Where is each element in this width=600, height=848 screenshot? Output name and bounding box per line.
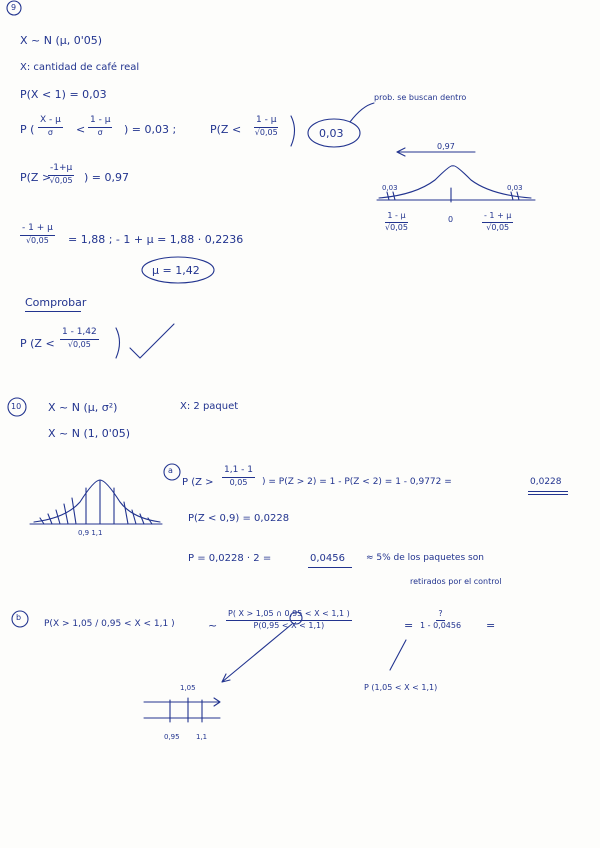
z-gt-prefix: P(Z > [20, 171, 52, 184]
center-zero: 0 [448, 215, 454, 224]
standardize-prefix: P ( [20, 123, 35, 136]
number-line-right-label: 1,1 [196, 733, 208, 741]
left-bound-fraction: $\frac{1 - \mu}{√0,05}$ [385, 211, 408, 232]
part-b-equals-1: = [404, 619, 414, 632]
number-line-left-label: 0,95 [164, 733, 180, 741]
part-a-line2: P(Z < 0,9) = 0,0228 [188, 513, 290, 524]
note-arrow [340, 100, 380, 130]
check-prefix: P (Z < [20, 337, 55, 350]
part-b-tilde: ~ [208, 619, 218, 632]
comprobar-label: Comprobar [25, 296, 87, 309]
z-gt-result: ) = 0,97 [84, 171, 129, 184]
standardize-fraction-1: $\frac{X - \mu}{\sigma}$ [40, 115, 61, 137]
part-a-prefix: P (Z > [182, 477, 214, 488]
part-a-line4: retirados por el control [410, 577, 502, 586]
problem-number: 9 [11, 3, 17, 12]
z-prefix: P(Z < [210, 123, 242, 136]
part-a-result: ) = P(Z > 2) = 1 - P(Z < 2) = 1 - 0,9772 = [262, 477, 452, 487]
eq-fraction: $\frac{- 1 + \mu}{√0,05}$ [22, 223, 53, 245]
part-a-line3-value: 0,0456 [310, 553, 345, 564]
part-b-label: b [16, 613, 22, 622]
part-a-fraction: $\frac{1,1 - 1}{0,05}$ [224, 465, 254, 487]
number-line-top-label: 1,05 [180, 684, 196, 692]
arrow-label: 0,97 [437, 142, 455, 151]
distribution-line-1: X ~ N (μ, σ²) [48, 401, 118, 414]
note-buscan: prob. se buscan dentro [374, 93, 467, 102]
z-fraction: $\frac{1 - \mu}{√0,05}$ [254, 115, 278, 137]
part-b-equals-2: = [486, 619, 496, 632]
standardize-result: ) = 0,03 ; [124, 123, 177, 136]
part-b-fraction-2: ? 1 - 0,0456 [420, 609, 462, 630]
part-a-label: a [168, 466, 173, 475]
right-bound-fraction: $\frac{- 1 + \mu}{√0,05}$ [484, 211, 512, 232]
part-a-line3-suffix: ≈ 5% de los paquetes son [366, 553, 484, 563]
z-result: 0,03 [319, 127, 344, 140]
closing-paren [288, 114, 300, 148]
distribution-line: X ~ N (μ, 0'05) [20, 34, 103, 47]
number-line [140, 690, 240, 730]
check-fraction: $\frac{1 - 1,42}{√0,05}$ [62, 327, 97, 349]
z-gt-fraction: $\frac{-1+\mu}{√0,05}$ [49, 163, 73, 185]
mu-result: μ = 1,42 [152, 264, 200, 277]
part-b-note: P (1,05 < X < 1,1) [364, 683, 438, 692]
standardize-fraction-2: $\frac{1 - \mu}{\sigma}$ [90, 115, 111, 137]
graph-10a-labels: 0,9 1,1 [78, 529, 103, 537]
part-a-value: 0,0228 [530, 477, 562, 487]
variable-definition: X: 2 paquet [180, 401, 239, 412]
left-tail-label: 0,03 [382, 184, 398, 192]
standardize-lt: < [76, 123, 86, 136]
problem-number: 10 [11, 402, 22, 411]
distribution-line-2: X ~ N (1, 0'05) [48, 427, 131, 440]
checkmark-icon [128, 322, 178, 362]
part-b-annotation-lines [200, 610, 430, 690]
part-b-lhs: P(X > 1,05 / 0,95 < X < 1,1 ) [44, 619, 175, 629]
probability-equation: P(X < 1) = 0,03 [20, 88, 107, 101]
variable-definition: X: cantidad de café real [20, 62, 140, 73]
check-paren [114, 326, 124, 360]
eq-result: = 1,88 ; - 1 + μ = 1,88 · 0,2236 [68, 233, 244, 246]
right-tail-label: 0,03 [507, 184, 523, 192]
part-b-fraction-1: $\frac{P( X > 1,05 \cap 0,95 < X < 1,1 )}{P(0,95 < X < 1,1)}$ [228, 609, 350, 630]
part-a-line3-prefix: P = 0,0228 · 2 = [188, 553, 272, 564]
normal-graph-10a [30, 472, 165, 537]
